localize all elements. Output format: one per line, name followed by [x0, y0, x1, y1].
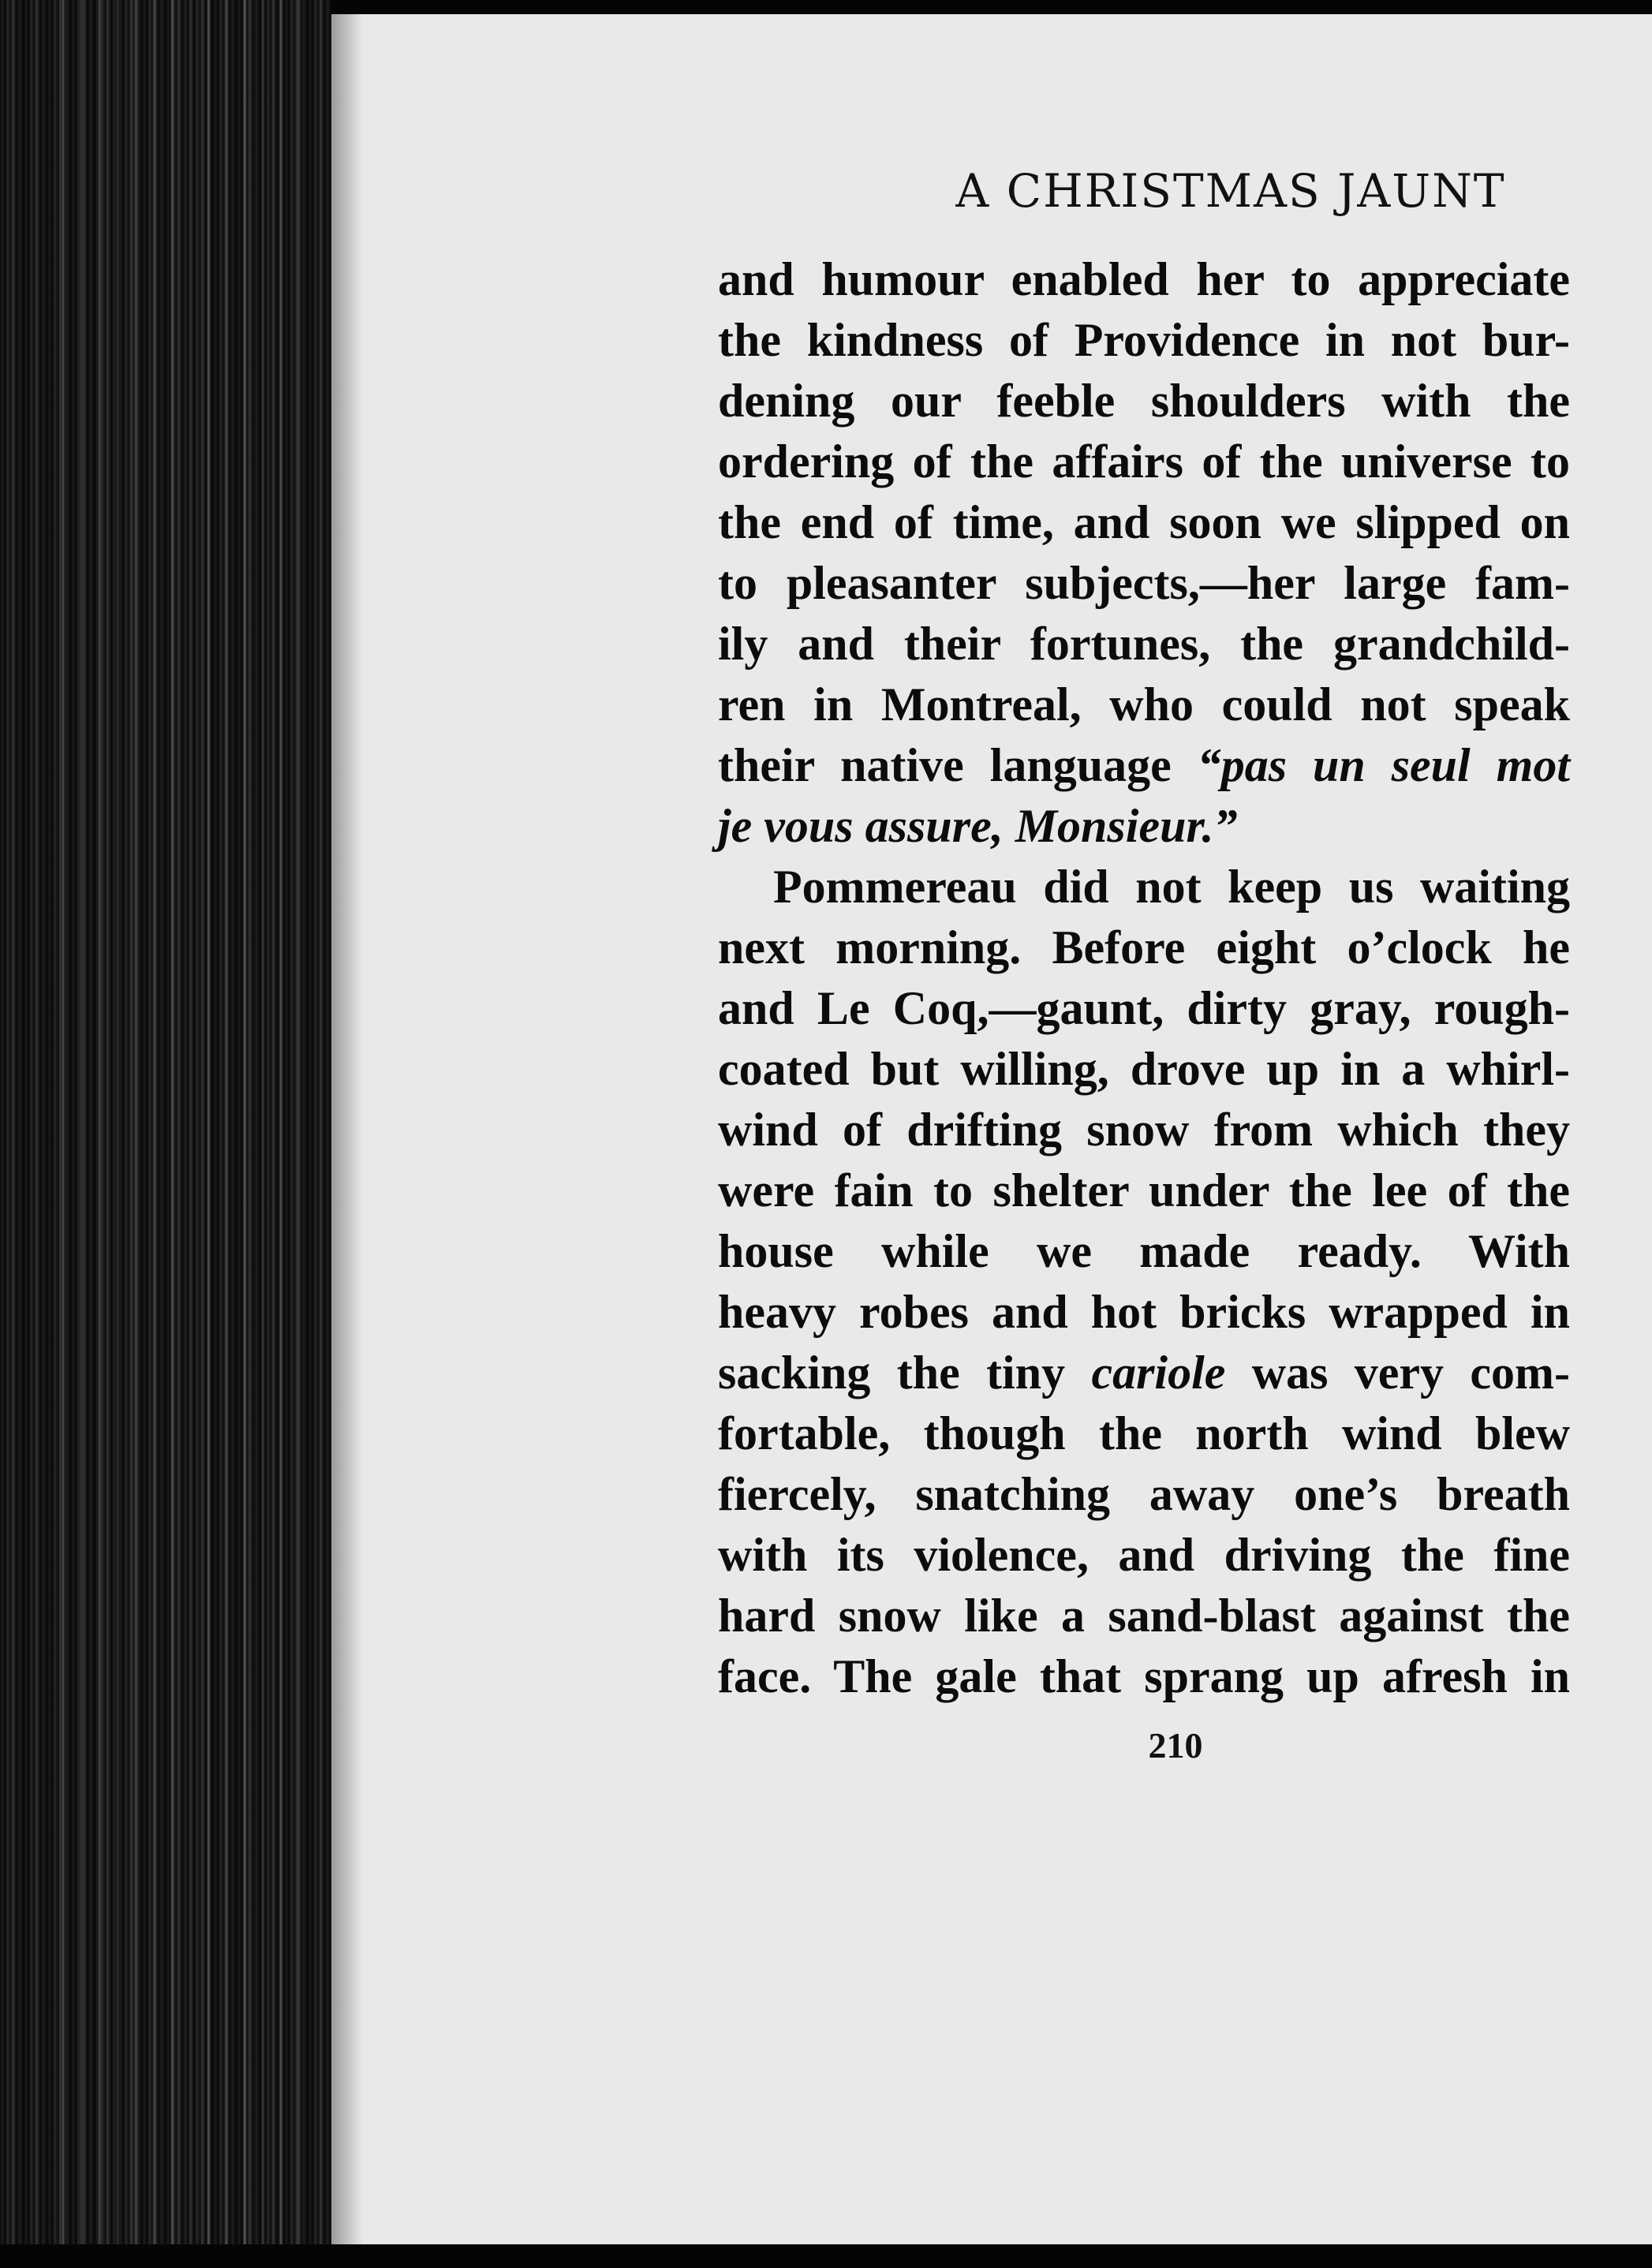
scan-bottom-border	[0, 2244, 1652, 2268]
text-line: fortable, though the north wind blew	[718, 1407, 1570, 1459]
text-line: heavy robes and hot bricks wrapped in	[718, 1286, 1570, 1338]
text-line	[718, 735, 1570, 796]
paragraph-first-line: Pommereau did not keep us waiting	[773, 861, 1570, 913]
page-number: 210	[1148, 1725, 1203, 1765]
text-line: wind of drifting snow from which they	[718, 1104, 1570, 1156]
text-line: to pleasanter subjects,—her large fam-	[718, 557, 1570, 609]
text-line: the end of time, and soon we slipped on	[718, 496, 1570, 548]
text-roman: sacking the tiny	[718, 1347, 1092, 1399]
text-line: coated but willing, drove up in a whirl-	[718, 1043, 1570, 1095]
body-text	[718, 249, 1649, 1707]
text-line: dening our feeble shoulders with the	[718, 375, 1570, 427]
text-line: and humour enabled her to appreciate	[718, 253, 1570, 305]
text-line: were fain to shelter under the lee of the	[718, 1164, 1570, 1216]
page-edge-streaks	[47, 0, 316, 2268]
text-line: je vous assure, Monsieur.”	[718, 800, 1238, 852]
text-line: ren in Montreal, who could not speak	[718, 678, 1570, 730]
gutter-shadow	[331, 14, 363, 2247]
text-roman: was very com-	[1225, 1347, 1570, 1399]
text-line: with its violence, and driving the fine	[718, 1529, 1570, 1581]
text-line: house while we made ready. With	[718, 1225, 1570, 1277]
text-line: hard snow like a sand-blast against the	[718, 1590, 1570, 1642]
running-head: A CHRISTMAS JAUNT	[955, 164, 1506, 218]
text-line: ordering of the affairs of the universe to	[718, 435, 1570, 488]
text-italic: “pas un seul mot	[1197, 739, 1570, 791]
text-italic: cariole	[1091, 1347, 1226, 1399]
text-line: the kindness of Providence in not bur-	[718, 314, 1570, 366]
text-line: next morning. Before eight o’clock he	[718, 921, 1570, 973]
text-roman: their native language	[718, 739, 1198, 791]
text-line: fiercely, snatching away one’s breath	[718, 1468, 1570, 1520]
text-block	[718, 164, 1649, 1766]
text-line: face. The gale that sprang up afresh in	[718, 1650, 1570, 1702]
text-line: and Le Coq,—gaunt, dirty gray, rough-	[718, 982, 1570, 1034]
text-line	[718, 1343, 1570, 1403]
text-line: ily and their fortunes, the grandchild-	[718, 618, 1570, 670]
page-sheet	[331, 14, 1652, 2247]
